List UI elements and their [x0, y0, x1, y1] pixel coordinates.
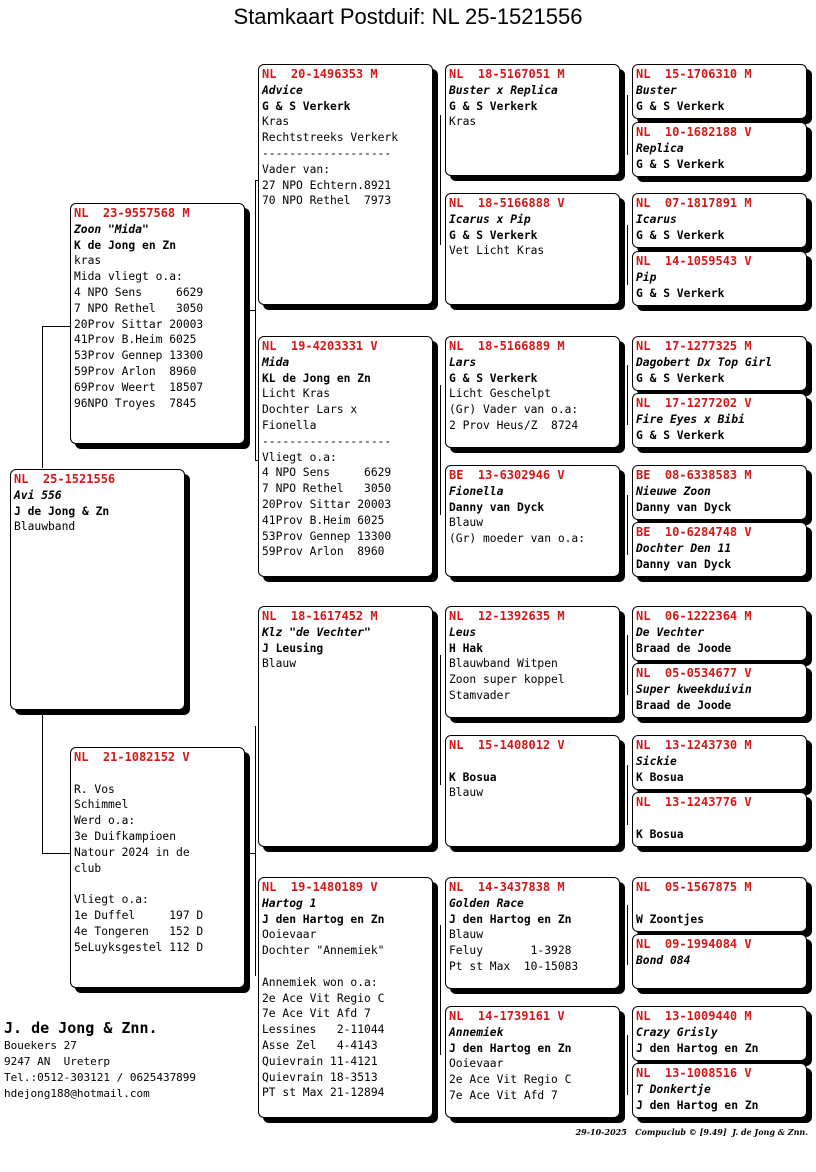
- info-line: Vliegt o.a:: [262, 450, 337, 464]
- info-line: Blauw: [449, 928, 484, 942]
- ring-number: NL 05-0534677 V: [636, 666, 752, 680]
- pigeon-name: Dagobert Dx Top Girl: [636, 355, 773, 369]
- breeder-name: J den Hartog en Zn: [262, 912, 385, 926]
- info-line: Fionella: [262, 418, 317, 432]
- info-line: 2 Prov Heus/Z 8724: [449, 418, 579, 432]
- ring-number: NL 13-1243776 V: [636, 795, 752, 809]
- pigeon-card-g3-6[interactable]: [445, 735, 620, 847]
- pigeon-card-g4-14[interactable]: [632, 934, 807, 989]
- info-line: Vet Licht Kras: [449, 244, 545, 258]
- pigeon-card-sire[interactable]: [70, 203, 245, 444]
- pigeon-card-g4-10[interactable]: [632, 663, 807, 718]
- ring-number: NL 12-1392635 M: [449, 609, 565, 623]
- owner-block: [4, 1018, 196, 1102]
- ring-number: NL 18-5166888 V: [449, 196, 565, 210]
- pigeon-card-dam[interactable]: [70, 747, 245, 988]
- pigeon-name: Fionella: [449, 484, 504, 498]
- info-line: Kras: [449, 115, 477, 129]
- pigeon-name: T Donkertje: [636, 1082, 711, 1096]
- info-line: (Gr) Vader van o.a:: [449, 403, 579, 417]
- ring-number: NL 14-1059543 V: [636, 254, 752, 268]
- info-line: Schimmel: [74, 798, 129, 812]
- pigeon-name: Annemiek: [449, 1025, 504, 1039]
- pigeon-card-g3-7[interactable]: [445, 877, 620, 989]
- info-line: [636, 896, 803, 912]
- info-line: Blauwband Witpen: [449, 657, 558, 671]
- ring-number: NL 18-1617452 M: [262, 609, 378, 623]
- breeder-name: J den Hartog en Zn: [449, 912, 572, 926]
- info-line: [636, 811, 803, 827]
- pigeon-card-g4-1[interactable]: [632, 64, 807, 119]
- pigeon-name: Icarus: [636, 212, 677, 226]
- breeder-name: J den Hartog en Zn: [636, 1041, 759, 1055]
- info-line: 2e Ace Vit Regio C: [449, 1073, 572, 1087]
- breeder-name: Danny van Dyck: [636, 557, 732, 571]
- ring-number: BE 08-6338583 M: [636, 468, 752, 482]
- breeder-name: KL de Jong en Zn: [262, 371, 371, 385]
- breeder-name: G & S Verkerk: [636, 157, 725, 171]
- breeder-name: Danny van Dyck: [636, 500, 732, 514]
- breeder-name: J Leusing: [262, 641, 324, 655]
- pigeon-card-g4-15[interactable]: [632, 1006, 807, 1061]
- info-line: 2e Ace Vit Regio C: [262, 991, 385, 1005]
- info-line: 41Prov B.Heim 6025: [262, 513, 385, 527]
- info-line: 7 NPO Rethel 3050: [262, 482, 392, 496]
- breeder-name: K Bosua: [636, 827, 684, 841]
- pigeon-card-g4-9[interactable]: [632, 606, 807, 661]
- ring-number: NL 25-1521556: [14, 472, 116, 486]
- ring-number: NL 19-4203331 V: [262, 339, 378, 353]
- pigeon-card-g4-7[interactable]: [632, 465, 807, 520]
- ring-number: NL 18-5166889 M: [449, 339, 565, 353]
- info-line: Dochter "Annemiek": [262, 944, 385, 958]
- pigeon-card-g3-1[interactable]: [445, 64, 620, 176]
- info-line: 59Prov Arlon 8960: [74, 364, 197, 378]
- info-line: 69Prov Weert 18507: [74, 380, 204, 394]
- pigeon-name: Nieuwe Zoon: [636, 484, 711, 498]
- breeder-name: G & S Verkerk: [636, 371, 725, 385]
- info-line: Licht Geschelpt: [449, 387, 552, 401]
- pigeon-name: Advice: [262, 83, 303, 97]
- info-line: 59Prov Arlon 8960: [262, 545, 385, 559]
- info-line: Zoon super koppel: [449, 673, 565, 687]
- pigeon-card-g3-2[interactable]: [445, 193, 620, 305]
- breeder-name: W Zoontjes: [636, 912, 705, 926]
- ring-number: BE 13-6302946 V: [449, 468, 565, 482]
- info-line: PT st Max 21-12894: [262, 1086, 385, 1100]
- info-line: 5eLuyksgestel 112 D: [74, 940, 204, 954]
- pigeon-card-g3-8[interactable]: [445, 1006, 620, 1118]
- ring-number: NL 05-1567875 M: [636, 880, 752, 894]
- pigeon-name: Sickie: [636, 754, 677, 768]
- info-line: [74, 766, 241, 782]
- info-line: 4e Tongeren 152 D: [74, 924, 204, 938]
- breeder-name: G & S Verkerk: [636, 99, 725, 113]
- info-line: Feluy 1-3928: [449, 944, 572, 958]
- breeder-name: J den Hartog en Zn: [449, 1041, 572, 1055]
- breeder-name: K de Jong en Zn: [74, 238, 177, 252]
- info-line: Blauwband: [14, 520, 76, 534]
- info-line: 53Prov Gennep 13300: [262, 529, 392, 543]
- owner-street: Bouekers 27: [4, 1039, 77, 1052]
- ring-number: NL 06-1222364 M: [636, 609, 752, 623]
- info-line: kras: [74, 254, 102, 268]
- ring-number: NL 15-1706310 M: [636, 67, 752, 81]
- ring-number: NL 13-1009440 M: [636, 1009, 752, 1023]
- pigeon-card-subject[interactable]: [10, 469, 185, 710]
- ring-number: NL 13-1008516 V: [636, 1066, 752, 1080]
- info-line: [449, 754, 616, 770]
- ring-number: NL 07-1817891 M: [636, 196, 752, 210]
- info-line: Lessines 2-11044: [262, 1023, 385, 1037]
- info-line: Licht Kras: [262, 387, 331, 401]
- pigeon-name: Avi 556: [14, 488, 62, 502]
- pigeon-name: Buster: [636, 83, 677, 97]
- pigeon-card-g4-11[interactable]: [632, 735, 807, 790]
- pigeon-name: Zoon "Mida": [74, 222, 149, 236]
- pigeon-name: Buster x Replica: [449, 83, 558, 97]
- pigeon-name: Hartog 1: [262, 896, 317, 910]
- info-line: Blauw: [449, 516, 484, 530]
- info-line: Blauw: [449, 786, 484, 800]
- pigeon-name: Pip: [636, 270, 657, 284]
- info-line: 4 NPO Sens 6629: [262, 466, 392, 480]
- pigeon-name: Golden Race: [449, 896, 524, 910]
- pigeon-card-g4-13[interactable]: [632, 877, 807, 932]
- pigeon-name: Fire Eyes x Bibi: [636, 412, 745, 426]
- info-line: 70 NPO Rethel 7973: [262, 194, 392, 208]
- breeder-name: G & S Verkerk: [636, 286, 725, 300]
- info-line: 1e Duffel 197 D: [74, 908, 204, 922]
- info-line: Natour 2024 in de: [74, 845, 190, 859]
- pigeon-name: Crazy Grisly: [636, 1025, 718, 1039]
- breeder-name: J den Hartog en Zn: [636, 1098, 759, 1112]
- info-line: Dochter Lars x: [262, 403, 358, 417]
- pigeon-name: De Vechter: [636, 625, 705, 639]
- ring-number: NL 23-9557568 M: [74, 206, 190, 220]
- info-line: [262, 959, 429, 975]
- breeder-name: K Bosua: [449, 770, 497, 784]
- owner-name: J. de Jong & Znn.: [4, 1019, 158, 1037]
- info-line: -------------------: [262, 146, 392, 160]
- info-line: 96NPO Troyes 7845: [74, 396, 197, 410]
- pigeon-card-g4-5[interactable]: [632, 336, 807, 391]
- owner-email: hdejong188@hotmail.com: [4, 1087, 150, 1100]
- ring-number: NL 17-1277325 M: [636, 339, 752, 353]
- info-line: Kras: [262, 115, 290, 129]
- breeder-name: Danny van Dyck: [449, 500, 545, 514]
- pigeon-name: Super kweekduivin: [636, 682, 752, 696]
- owner-phone: Tel.:0512-303121 / 0625437899: [4, 1071, 197, 1084]
- info-line: Ooievaar: [262, 928, 317, 942]
- breeder-name: G & S Verkerk: [262, 99, 351, 113]
- info-line: 7e Ace Vit Afd 7: [449, 1088, 558, 1102]
- breeder-name: K Bosua: [636, 770, 684, 784]
- info-line: R. Vos: [74, 782, 115, 796]
- info-line: Mida vliegt o.a:: [74, 270, 183, 284]
- info-line: 20Prov Sittar 20003: [74, 317, 204, 331]
- breeder-name: G & S Verkerk: [449, 228, 538, 242]
- info-line: 53Prov Gennep 13300: [74, 349, 204, 363]
- info-line: 7 NPO Rethel 3050: [74, 301, 204, 315]
- pigeon-name: Dochter Den 11: [636, 541, 732, 555]
- pigeon-name: Bond 084: [636, 953, 691, 967]
- info-line: 3e Duifkampioen: [74, 829, 177, 843]
- pigeon-card-g3-3[interactable]: [445, 336, 620, 448]
- info-line: 27 NPO Echtern.8921: [262, 178, 392, 192]
- ring-number: NL 21-1082152 V: [74, 750, 190, 764]
- info-line: Vliegt o.a:: [74, 893, 149, 907]
- ring-number: NL 13-1243730 M: [636, 738, 752, 752]
- ring-number: NL 17-1277202 V: [636, 396, 752, 410]
- pigeon-card-g4-6[interactable]: [632, 393, 807, 448]
- pigeon-card-g4-12[interactable]: [632, 792, 807, 847]
- footer-print-info: 29-10-2025 Compuclub © [9.49] J. de Jong & Znn.: [575, 1127, 808, 1137]
- info-line: Ooievaar: [449, 1057, 504, 1071]
- pigeon-card-g4-4[interactable]: [632, 251, 807, 306]
- info-line: -------------------: [262, 434, 392, 448]
- ring-number: BE 10-6284748 V: [636, 525, 752, 539]
- info-line: Quievrain 11-4121: [262, 1054, 378, 1068]
- pigeon-name: Leus: [449, 625, 477, 639]
- pigeon-name: Icarus x Pip: [449, 212, 531, 226]
- pigeon-card-dam-dam[interactable]: [258, 877, 433, 1118]
- pigeon-name: Klz "de Vechter": [262, 625, 371, 639]
- info-line: Rechtstreeks Verkerk: [262, 131, 399, 145]
- ring-number: NL 14-3437838 M: [449, 880, 565, 894]
- breeder-name: H Hak: [449, 641, 484, 655]
- info-line: Blauw: [262, 657, 297, 671]
- pigeon-name: Mida: [262, 355, 290, 369]
- breeder-name: Braad de Joode: [636, 641, 732, 655]
- pigeon-card-g3-4[interactable]: [445, 465, 620, 577]
- pigeon-card-dam-sire[interactable]: [258, 606, 433, 847]
- info-line: Stamvader: [449, 688, 511, 702]
- page-title: Stamkaart Postduif: NL 25-1521556: [233, 4, 583, 29]
- pigeon-card-g4-2[interactable]: [632, 122, 807, 177]
- pigeon-card-g3-5[interactable]: [445, 606, 620, 718]
- owner-city: 9247 AN Ureterp: [4, 1055, 110, 1068]
- pigeon-name: Lars: [449, 355, 477, 369]
- breeder-name: J de Jong & Zn: [14, 504, 110, 518]
- breeder-name: Braad de Joode: [636, 698, 732, 712]
- info-line: 7e Ace Vit Afd 7: [262, 1007, 371, 1021]
- info-line: club: [74, 861, 102, 875]
- breeder-name: G & S Verkerk: [449, 371, 538, 385]
- info-line: Pt st Max 10-15083: [449, 959, 579, 973]
- pigeon-card-g4-8[interactable]: [632, 522, 807, 577]
- ring-number: NL 19-1480189 V: [262, 880, 378, 894]
- info-line: Quievrain 18-3513: [262, 1070, 378, 1084]
- breeder-name: G & S Verkerk: [449, 99, 538, 113]
- info-line: Werd o.a:: [74, 814, 136, 828]
- ring-number: NL 20-1496353 M: [262, 67, 378, 81]
- ring-number: NL 15-1408012 V: [449, 738, 565, 752]
- pigeon-card-g4-3[interactable]: [632, 193, 807, 248]
- info-line: Asse Zel 4-4143: [262, 1038, 378, 1052]
- breeder-name: G & S Verkerk: [636, 428, 725, 442]
- ring-number: NL 14-1739161 V: [449, 1009, 565, 1023]
- ring-number: NL 18-5167051 M: [449, 67, 565, 81]
- info-line: 4 NPO Sens 6629: [74, 285, 204, 299]
- info-line: [74, 876, 241, 892]
- pigeon-name: Replica: [636, 141, 684, 155]
- ring-number: NL 09-1994084 V: [636, 937, 752, 951]
- pigeon-card-sire-sire[interactable]: [258, 64, 433, 305]
- info-line: Vader van:: [262, 162, 331, 176]
- info-line: Annemiek won o.a:: [262, 975, 378, 989]
- info-line: (Gr) moeder van o.a:: [449, 532, 586, 546]
- breeder-name: G & S Verkerk: [636, 228, 725, 242]
- info-line: 41Prov B.Heim 6025: [74, 333, 197, 347]
- pigeon-card-sire-dam[interactable]: [258, 336, 433, 577]
- pigeon-card-g4-16[interactable]: [632, 1063, 807, 1118]
- ring-number: NL 10-1682188 V: [636, 125, 752, 139]
- info-line: 20Prov Sittar 20003: [262, 497, 392, 511]
